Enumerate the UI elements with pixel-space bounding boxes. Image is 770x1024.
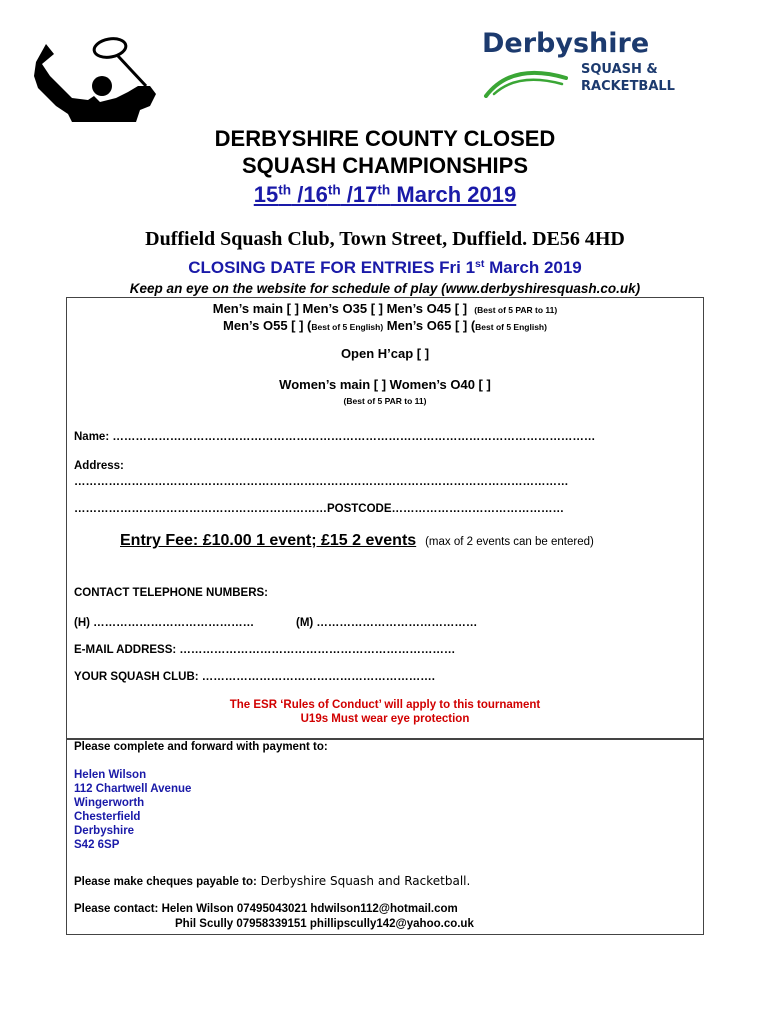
squash-player-logo <box>28 36 188 122</box>
venue: Duffield Squash Club, Town Street, Duffield. DE56 4HD <box>145 228 625 250</box>
entry-fee: Entry Fee: £10.00 1 event; £15 2 events (max of 2 events can be entered) <box>120 532 594 549</box>
events-handicap: Open H’cap [ ] <box>340 346 430 361</box>
rules-note: The ESR ‘Rules of Conduct’ will apply to this tournament <box>229 699 541 711</box>
address-label: Address: <box>74 460 124 472</box>
address-line: Derbyshire <box>74 825 135 837</box>
events-women-note: (Best of 5 PAR to 11) <box>343 396 427 406</box>
address-line: Wingerworth <box>74 797 145 809</box>
mobile-phone-field[interactable]: (M) …………………………………… <box>296 617 478 629</box>
contact-line2: Phil Scully 07958339151 phillipscully142@yahoo.co.uk <box>175 918 474 930</box>
name-field[interactable]: Name: ……………………………………………………………………………………………………………… <box>74 431 596 443</box>
address-line: 112 Chartwell Avenue <box>74 783 192 795</box>
address-field-line1[interactable]: ………………………………………………………………………………………………………………… <box>74 476 569 488</box>
events-women: Women’s main [ ] Women’s O40 [ ] <box>279 377 491 392</box>
closing-date: CLOSING DATE FOR ENTRIES Fri 1st March 2019 <box>188 258 582 277</box>
cheques-line: Please make cheques payable to: Derbyshire Squash and Racketball. <box>74 874 471 888</box>
events-row1: Men’s main [ ] Men’s O35 [ ] Men’s O45 [ ] (Best of 5 PAR to 11) <box>212 301 558 316</box>
club-field[interactable]: YOUR SQUASH CLUB: ……………………………………………………. <box>74 671 435 683</box>
contact-line1: Please contact: Helen Wilson 07495043021 hdwilson112@hotmail.com <box>74 903 458 915</box>
logo-line1: SQUASH & <box>581 62 658 77</box>
address-line: Helen Wilson <box>74 769 147 781</box>
u19-note: U19s Must wear eye protection <box>300 713 470 725</box>
dsr-logo <box>478 28 678 98</box>
forward-address <box>74 768 191 852</box>
email-field[interactable]: E-MAIL ADDRESS: ……………………………………………………………… <box>74 644 456 656</box>
logo-line2: RACKETBALL <box>581 79 675 94</box>
address-line: S42 6SP <box>74 839 120 851</box>
logo-brand: Derbyshire <box>482 28 650 59</box>
address-line: Chesterfield <box>74 811 141 823</box>
contact-label: CONTACT TELEPHONE NUMBERS: <box>74 587 269 599</box>
title-dates: 15th /16th /17th March 2019 <box>253 182 517 207</box>
title-line1: DERBYSHIRE COUNTY CLOSED <box>214 126 556 151</box>
forward-intro: Please complete and forward with payment to: <box>74 741 328 753</box>
logo-arc <box>482 58 572 98</box>
title-line2: SQUASH CHAMPIONSHIPS <box>241 153 529 178</box>
website-note: Keep an eye on the website for schedule of play (www.derbyshiresquash.co.uk) <box>129 281 641 296</box>
home-phone-field[interactable]: (H) …………………………………… <box>74 617 255 629</box>
events-row2: Men’s O55 [ ] (Best of 5 English) Men’s O65 [ ] (Best of 5 English) <box>223 318 547 333</box>
postcode-field-line[interactable]: …………………………………………………………POSTCODE……………………………………… <box>74 503 565 515</box>
